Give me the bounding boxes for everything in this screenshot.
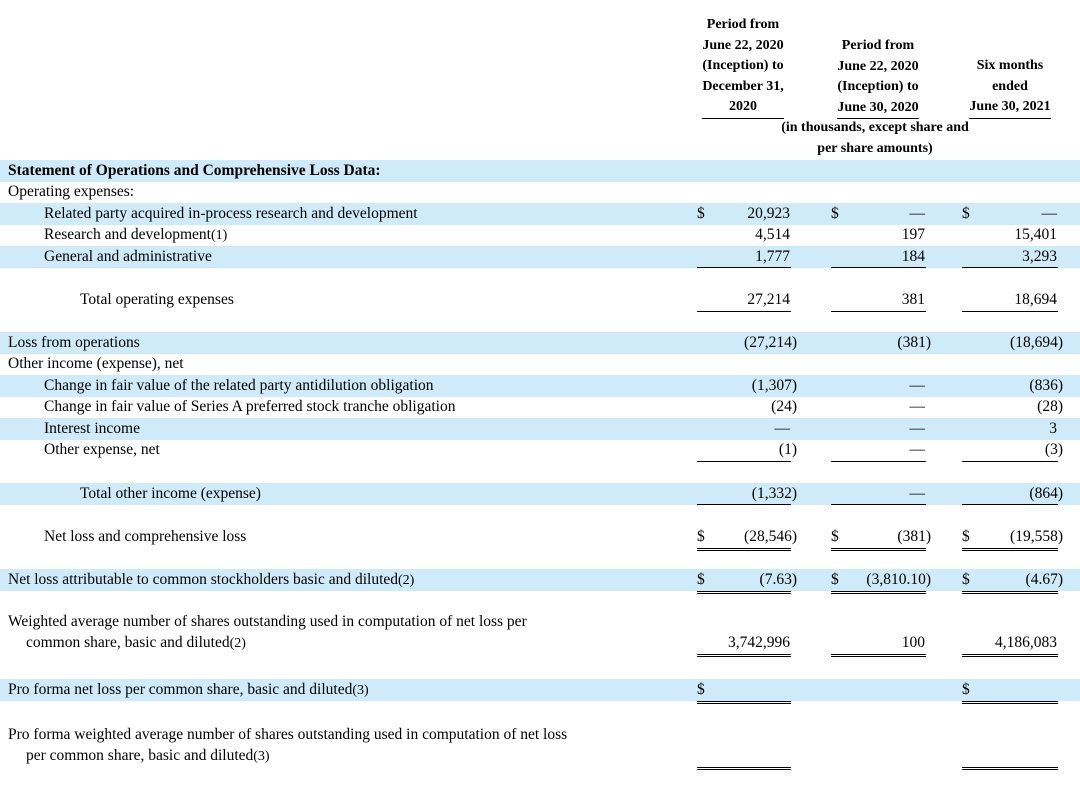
double-rule — [697, 700, 791, 704]
rule — [831, 461, 926, 462]
rule — [962, 311, 1058, 312]
table-row: General and administrative 1,777 184 3,293 — [0, 246, 1080, 268]
rule — [697, 504, 791, 505]
double-rule — [962, 590, 1058, 594]
column-header-six-months: Six months ended June 30, 2021 — [958, 56, 1062, 119]
table-row: Pro forma net loss per common share, basic and diluted(3) $ $ — [0, 679, 1080, 701]
double-rule — [831, 547, 926, 551]
double-rule — [831, 590, 926, 594]
rule — [697, 267, 791, 268]
other-income-header: Other income (expense), net — [8, 355, 184, 372]
table-row: Research and development(1) 4,514 197 15,401 — [44, 226, 1057, 243]
double-rule — [962, 700, 1058, 704]
table-row: Other expense, net (1) — (3) — [44, 441, 1063, 458]
table-row: Weighted average number of shares outstanding used in computation of net loss per common share, basic and diluted(2) 3,742,996 100 4,186,083 — [8, 613, 1057, 651]
column-header-period-dec-2020: Period from June 22, 2020 (Inception) to December 31, 2020 — [690, 15, 796, 119]
double-rule — [962, 766, 1058, 770]
table-row: Interest income — — 3 — [0, 418, 1080, 440]
section-title: Statement of Operations and Comprehensive Loss Data: — [8, 162, 381, 179]
double-rule — [697, 766, 791, 770]
rule — [697, 311, 791, 312]
rule — [831, 504, 926, 505]
rule — [962, 267, 1058, 268]
table-row-total: Total other income (expense) (1,332) — (864) — [0, 483, 1080, 505]
rule — [831, 267, 926, 268]
column-header-period-jun-2020: Period from June 22, 2020 (Inception) to June 30, 2020 — [826, 36, 930, 119]
table-row: Change in fair value of Series A preferred stock tranche obligation (24) — (28) — [44, 398, 1063, 415]
table-row: Net loss attributable to common stockholders basic and diluted(2) $ (7.63) $ (3,810.10) $ (4.67) — [0, 569, 1080, 591]
table-row-total: Total operating expenses 27,214 381 18,694 — [80, 291, 1057, 308]
operating-expenses-header: Operating expenses: — [8, 183, 135, 200]
double-rule — [831, 653, 926, 657]
units-note: (in thousands, except share and per share amounts) — [781, 120, 969, 156]
table-row: Related party acquired in-process research and development $ 20,923 $ — $ — — [0, 203, 1080, 225]
double-rule — [962, 547, 1058, 551]
table-row: Loss from operations (27,214) (381) (18,694) — [0, 332, 1080, 354]
double-rule — [697, 653, 791, 657]
rule — [962, 461, 1058, 462]
rule — [962, 504, 1058, 505]
double-rule — [962, 653, 1058, 657]
table-row: Change in fair value of the related party antidilution obligation (1,307) — (836) — [0, 375, 1080, 397]
double-rule — [697, 547, 791, 551]
section-title-row — [0, 160, 1080, 182]
table-row: Pro forma weighted average number of shares outstanding used in computation of net loss per common share, basic and diluted(3) — [8, 726, 568, 764]
table-row: Net loss and comprehensive loss $ (28,546) $ (381) $ (19,558) — [44, 528, 1063, 545]
rule — [831, 311, 926, 312]
double-rule — [697, 590, 791, 594]
rule — [697, 461, 791, 462]
